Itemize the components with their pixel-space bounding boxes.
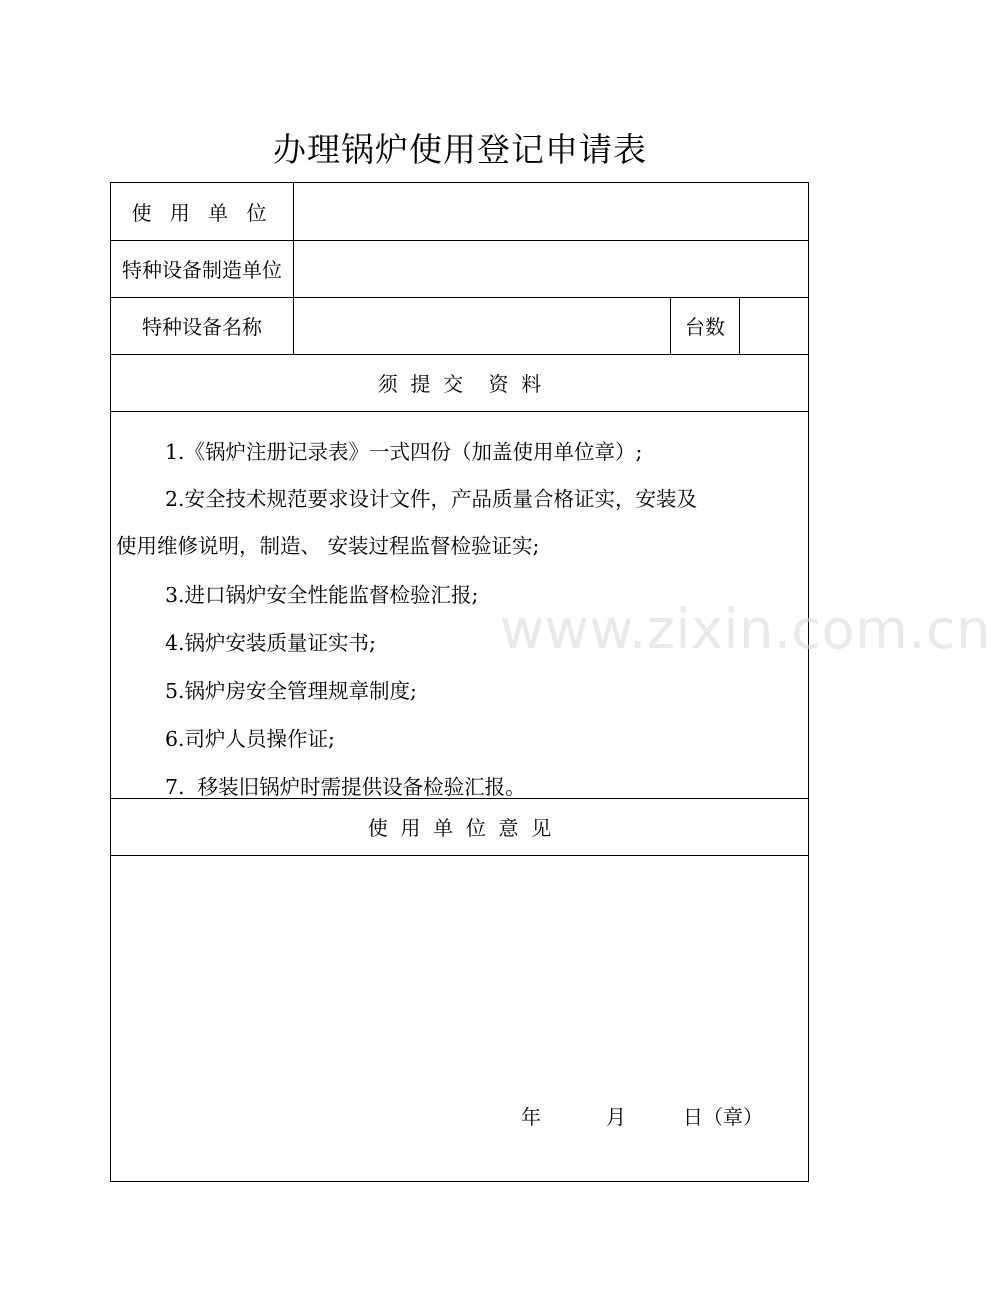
page-title: 办理锅炉使用登记申请表 <box>273 130 647 169</box>
list-item: 2.安全技术规范要求设计文件，产品质量合格证实，安装及 <box>165 487 698 511</box>
opinion-field[interactable] <box>111 856 808 1086</box>
equipment-name-field[interactable] <box>294 297 670 354</box>
list-item: 7. 移装旧锅炉时需提供设备检验汇报。 <box>165 775 526 799</box>
equipment-name-label: 特种设备名称 <box>142 315 262 339</box>
year-label: 年 <box>521 1105 541 1129</box>
list-item: 3.进口锅炉安全性能监督检验汇报; <box>165 583 479 607</box>
user-unit-label: 使 用 单 位 <box>131 201 273 225</box>
month-label: 月 <box>606 1105 626 1129</box>
manufacturer-field[interactable] <box>294 240 808 297</box>
list-item: 4.锅炉安装质量证实书; <box>165 631 376 655</box>
row-divider <box>111 411 808 412</box>
manufacturer-label: 特种设备制造单位 <box>122 258 282 282</box>
quantity-label: 台数 <box>685 315 725 339</box>
application-form-table <box>110 182 809 1182</box>
opinion-heading: 使 用 单 位 意 见 <box>367 816 552 840</box>
list-item: 1.《锅炉注册记录表》一式四份（加盖使用单位章）; <box>165 440 643 464</box>
day-seal-label: 日（章） <box>683 1105 763 1129</box>
list-item: 5.锅炉房安全管理规章制度; <box>165 679 417 703</box>
materials-heading: 须 提 交 资 料 <box>377 372 542 396</box>
user-unit-field[interactable] <box>294 183 808 240</box>
quantity-field[interactable] <box>740 297 808 354</box>
list-item: 使用维修说明，制造、 安装过程监督检验证实; <box>116 534 540 558</box>
list-item: 6.司炉人员操作证; <box>165 727 335 751</box>
watermark: www.zixin.com.cn <box>500 598 991 661</box>
